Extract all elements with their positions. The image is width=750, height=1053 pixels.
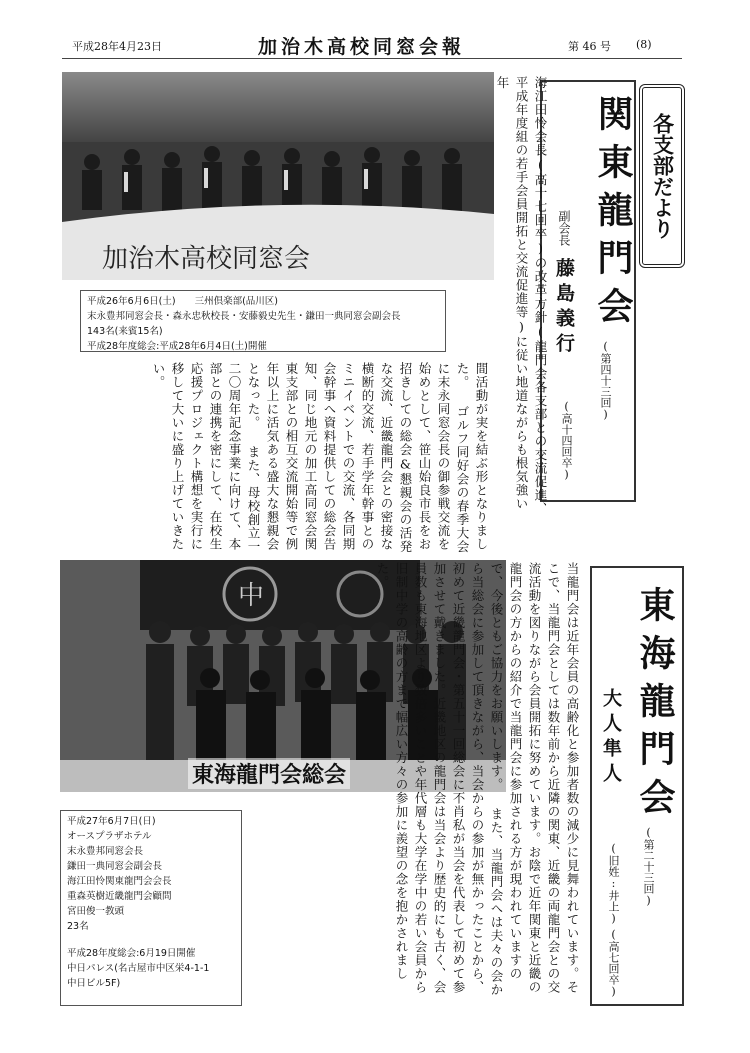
tokai-caption-line: 平成27年6月7日(日) (67, 816, 156, 827)
tokai-caption-line: 平成28年度総会:6月19日開催 (67, 948, 196, 959)
kanto-author: 藤島義行 (553, 258, 575, 358)
kanto-caption-line: 末永豊邦同窓会長・森永忠秋校長・安藤毅史先生・鎌田一典同窓会副会長 (87, 311, 401, 322)
tokai-author-sub2: (高七回卒) (607, 928, 620, 998)
section-badge: 各支部だより (639, 84, 685, 268)
tokai-caption-line: 鎌田一典同窓会副会長 (67, 861, 163, 872)
kanto-author-role: 副会長 (557, 210, 571, 246)
tokai-caption-line: 中日パレス(名古屋市中区栄4-1-1 (67, 963, 210, 974)
tokai-caption-line: 中日ビル5F) (67, 978, 121, 989)
kanto-title: 関東龍門会 (592, 95, 634, 335)
kanto-author-sub: (高十四回卒) (560, 400, 573, 481)
kanto-caption-line: 平成28年度総会:平成28年6月4日(土)開催 (87, 341, 267, 352)
tokai-body-line: また、当龍門会へは夫々の会から当総会に参加して頂きながら、当会からの参加が無かったことから、初めて近畿龍門会・第五十一回総会に不肖私が当会を代表して初めて参加させて戴きました。近畿地区の龍門会は当会より歴史的にも古く、会員数も東海地区より数倍多いことや年代層も大学在学中の若い会員から旧制中学の高齢の方まで幅広い方々の参加に羨望の念を抱かされました。 (375, 562, 504, 997)
kanto-title-sub: (第四十三回) (599, 340, 612, 421)
kanto-photo (62, 72, 494, 280)
tokai-caption-line (67, 934, 235, 946)
tokai-author: 大人隼人 (600, 688, 622, 788)
kanto-caption-line: 143名(来賓15名) (87, 326, 163, 337)
tokai-photo-title: 東海龍門会総会 (188, 758, 350, 789)
kanto-caption-line: 平成26年6月6日(土) 三州倶楽部(品川区) (87, 296, 279, 307)
tokai-caption-line: 宮田俊一教頭 (67, 906, 125, 917)
tokai-caption (60, 810, 242, 1006)
tokai-caption-line: 23名 (67, 921, 89, 932)
tokai-title-sub: (第二十三回) (642, 826, 655, 907)
kanto-banner-text: 加治木高校同窓会 (102, 244, 311, 274)
newsletter-title: 加治木高校同窓会報 (258, 36, 466, 58)
kanto-body-main (86, 362, 491, 558)
tokai-title: 東海龍門会 (634, 586, 676, 826)
issue-number: 第 46 号 (568, 40, 611, 53)
header-date: 平成28年4月23日 (72, 40, 162, 53)
tokai-caption-line: 重森英樹近畿龍門会顧問 (67, 891, 172, 902)
tokai-caption-line: オースプラザホテル (67, 831, 152, 842)
kanto-body-line: ゴルフ同好会の春季大会に末永同窓会長の御参戦交流を始めとして、笹山始良市長をお招きしての総会&懇親会の活発な交流、近畿龍門会との密接な横断的交流、若手学年幹事とのミニイベントでの交流、各同期会幹事へ資料提供しての総会告知、同じ地元の加工高同窓会関東支部との相互交流開始等で例年以上に活気ある盛大な懇親会となった。 (246, 362, 470, 554)
kanto-body-line: 海江田怜会長(高十七回卒)の改革方針(龍門会各支部との交流促進、 (533, 76, 548, 516)
kanto-body-line: 平成年度組の若手会員開拓と交流促進等)に従い地道ながらも根気強い年 (495, 76, 529, 511)
tokai-body-line: 当龍門会は近年会員の高齢化と参加者数の減少に見舞われています。そこで、当龍門会としては数年前から近隣の関東、近畿の両龍門会との交流活動を図りながら会員開拓に努めています。お陰で近年関東と近畿の龍門会の方からの紹介で当龍門会に参加される方が現われていますので、今後ともご協力をお願いします。 (489, 562, 580, 994)
kanto-photo-scene (62, 72, 494, 280)
page-number: (8) (636, 38, 652, 51)
kanto-caption (80, 290, 446, 352)
kanto-body-line: 間活動が実を結ぶ形となりました。 (455, 362, 489, 551)
kanto-body-line: また、母校創立一二〇周年記念事業に向けて、本部との連携を密にして、在校生応援プロジェクト構想を実行に移して大いに盛り上げていきたい。 (151, 362, 261, 554)
tokai-body (252, 562, 582, 1002)
tokai-caption-line: 末永豊邦同窓会長 (67, 846, 144, 857)
header-rule (62, 58, 682, 59)
tokai-emblem: 中 (238, 581, 265, 611)
kanto-body-lead (490, 76, 550, 516)
tokai-caption-line: 海江田怜関東龍門会会長 (67, 876, 172, 887)
tokai-author-sub: (旧姓:井上) (607, 842, 620, 925)
